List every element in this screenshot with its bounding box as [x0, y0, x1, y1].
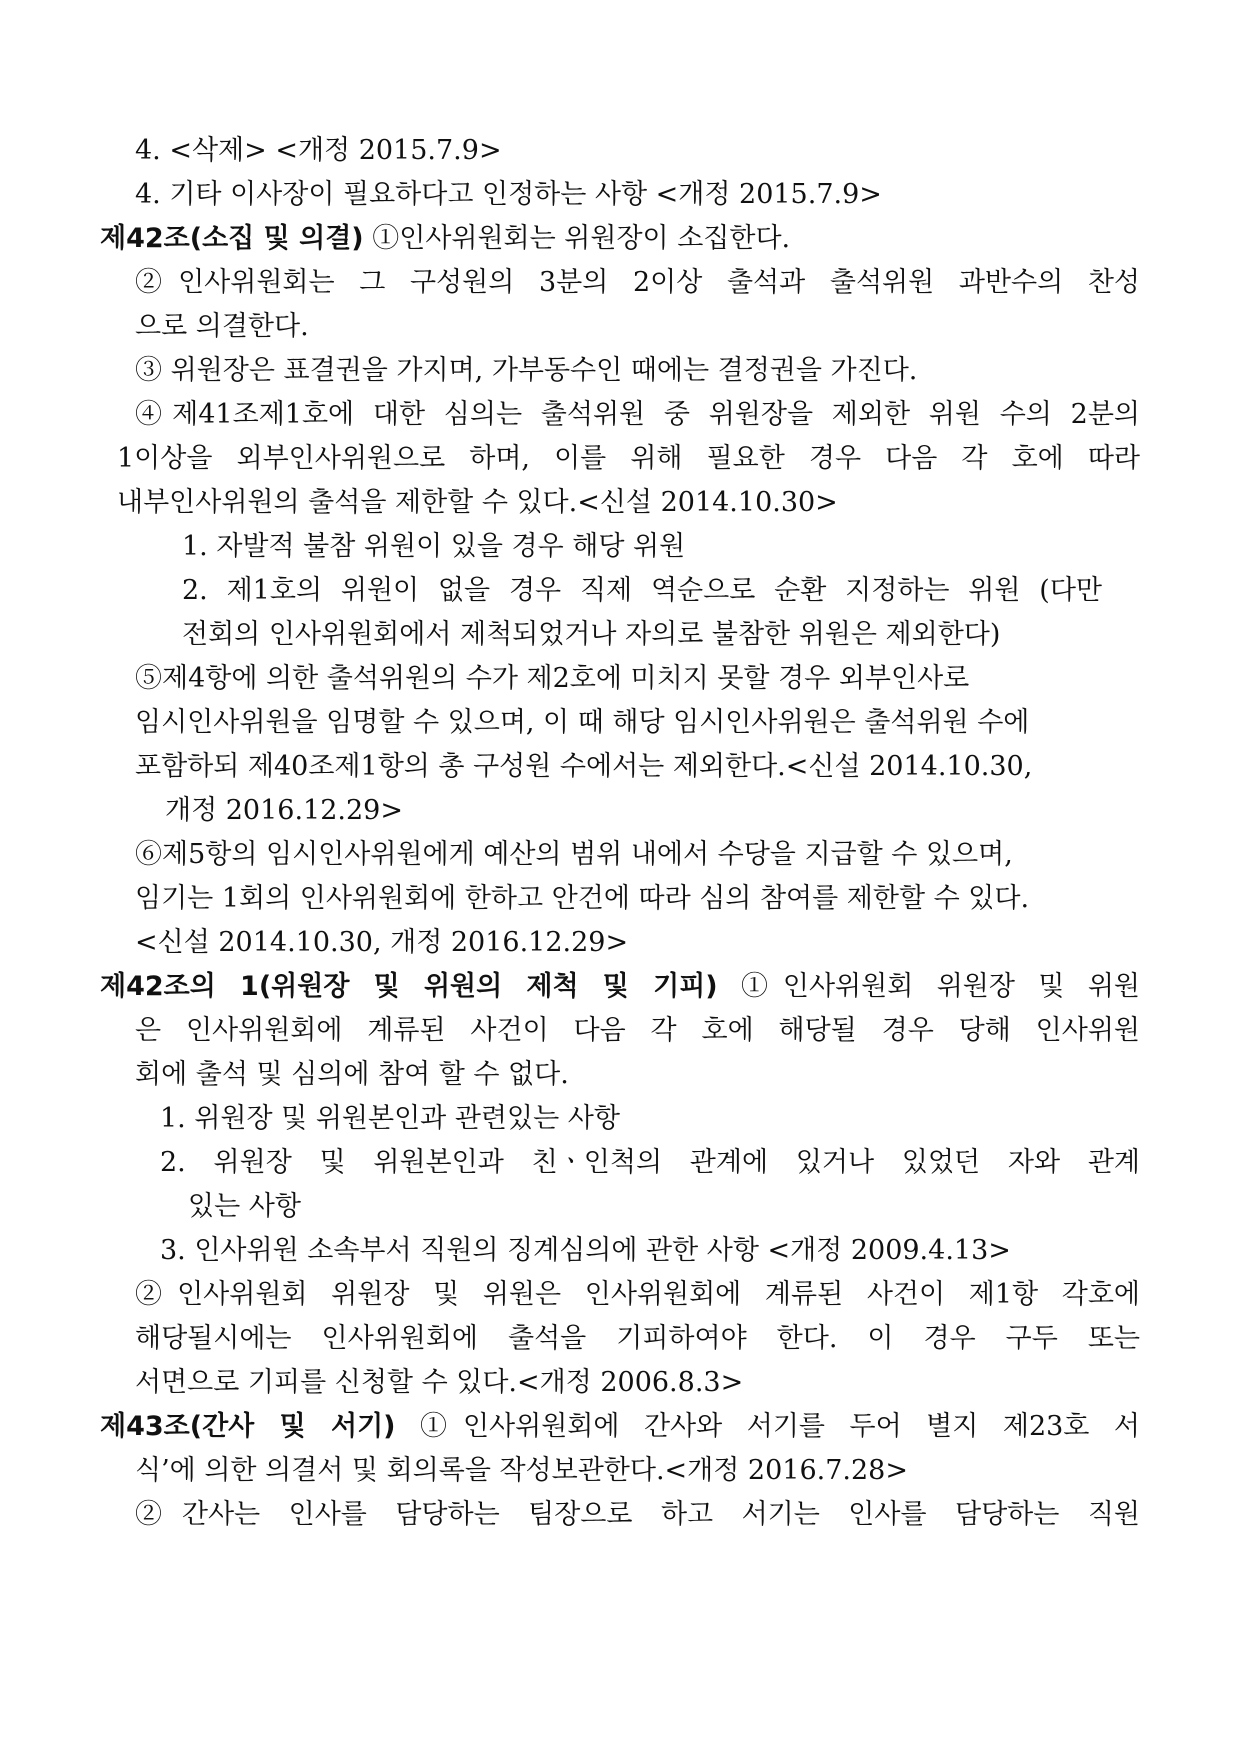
text-line: 2. 제1호의 위원이 없을 경우 직제 역순으로 순환 지정하는 위원 (다만	[182, 575, 1102, 606]
text-line: ②간사는 인사를 담당하는 팀장으로 하고 서기는 인사를 담당하는 직원	[135, 1499, 1140, 1530]
text-line: 1. 위원장 및 위원본인과 관련있는 사항	[160, 1103, 620, 1134]
text-line: 전회의 인사위원회에서 제척되었거나 자의로 불참한 위원은 제외한다)	[182, 619, 1001, 650]
text-line: ⑤제4항에 의한 출석위원의 수가 제2호에 미치지 못할 경우 외부인사로	[135, 663, 970, 694]
text-line: ③ 위원장은 표결권을 가지며, 가부동수인 때에는 결정권을 가진다.	[135, 355, 918, 386]
text-line: 회에 출석 및 심의에 참여 할 수 없다.	[135, 1059, 569, 1090]
text-line: ⑥제5항의 임시인사위원에게 예산의 범위 내에서 수당을 지급할 수 있으며,	[135, 839, 1013, 870]
text-line: 개정 2016.12.29>	[165, 795, 403, 826]
text-line: 으로 의결한다.	[135, 311, 309, 342]
text-line: 4. 기타 이사장이 필요하다고 인정하는 사항 <개정 2015.7.9>	[135, 179, 882, 210]
article-43-line	[100, 1405, 1140, 1449]
text-line: 내부인사위원의 출석을 제한할 수 있다.<신설 2014.10.30>	[117, 487, 838, 518]
text-line: 임기는 1회의 인사위원회에 한하고 안건에 따라 심의 참여를 제한할 수 있다.	[135, 883, 1030, 914]
text-line: 1이상을 외부인사위원으로 하며, 이를 위해 필요한 경우 다음 각 호에 따라	[117, 443, 1140, 474]
text-line: 임시인사위원을 임명할 수 있으며, 이 때 해당 임시인사위원은 출석위원 수에	[135, 707, 1030, 738]
text-line: 4. <삭제> <개정 2015.7.9>	[135, 135, 502, 166]
text-line: ②인사위원회는 그 구성원의 3분의 2이상 출석과 출석위원 과반수의 찬성	[135, 267, 1140, 298]
text-line: 포함하되 제40조제1항의 총 구성원 수에서는 제외한다.<신설 2014.10.30,	[135, 751, 1033, 782]
text-line: ④제41조제1호에 대한 심의는 출석위원 중 위원장을 제외한 위원 수의 2분의	[135, 399, 1140, 430]
text-line: 식’에 의한 의결서 및 회의록을 작성보관한다.<개정 2016.7.28>	[135, 1455, 908, 1486]
text-line: 3. 인사위원 소속부서 직원의 징계심의에 관한 사항 <개정 2009.4.13>	[160, 1235, 1011, 1266]
text-segment: ①인사위원회 위원장 및 위원	[741, 971, 1140, 1002]
text-segment: ①인사위원회에 간사와 서기를 두어 별지 제23호 서	[420, 1411, 1140, 1442]
text-line: 1. 자발적 불참 위원이 있을 경우 해당 위원	[182, 531, 686, 562]
text-line: 서면으로 기피를 신청할 수 있다.<개정 2006.8.3>	[135, 1367, 744, 1398]
text-line: ②인사위원회 위원장 및 위원은 인사위원회에 계류된 사건이 제1항 각호에	[135, 1279, 1140, 1310]
text-line: 있는 사항	[188, 1191, 301, 1222]
article-heading: 제42조의 1(위원장 및 위원의 제척 및 기피)	[100, 971, 718, 1002]
text-line: <신설 2014.10.30, 개정 2016.12.29>	[135, 927, 629, 958]
text-line: 해당될시에는 인사위원회에 출석을 기피하여야 한다. 이 경우 구두 또는	[135, 1323, 1140, 1354]
article-heading: 제43조(간사 및 서기)	[100, 1411, 396, 1442]
article-42-1-line	[100, 965, 1140, 1009]
text-line: 2. 위원장 및 위원본인과 친ㆍ인척의 관계에 있거나 있었던 자와 관계	[160, 1147, 1140, 1178]
text-line: 은 인사위원회에 계류된 사건이 다음 각 호에 해당될 경우 당해 인사위원	[135, 1015, 1140, 1046]
article-heading: 제42조(소집 및 의결)	[100, 223, 364, 254]
article-42-line	[100, 217, 790, 261]
text-segment: ①인사위원회는 위원장이 소집한다.	[372, 223, 791, 254]
